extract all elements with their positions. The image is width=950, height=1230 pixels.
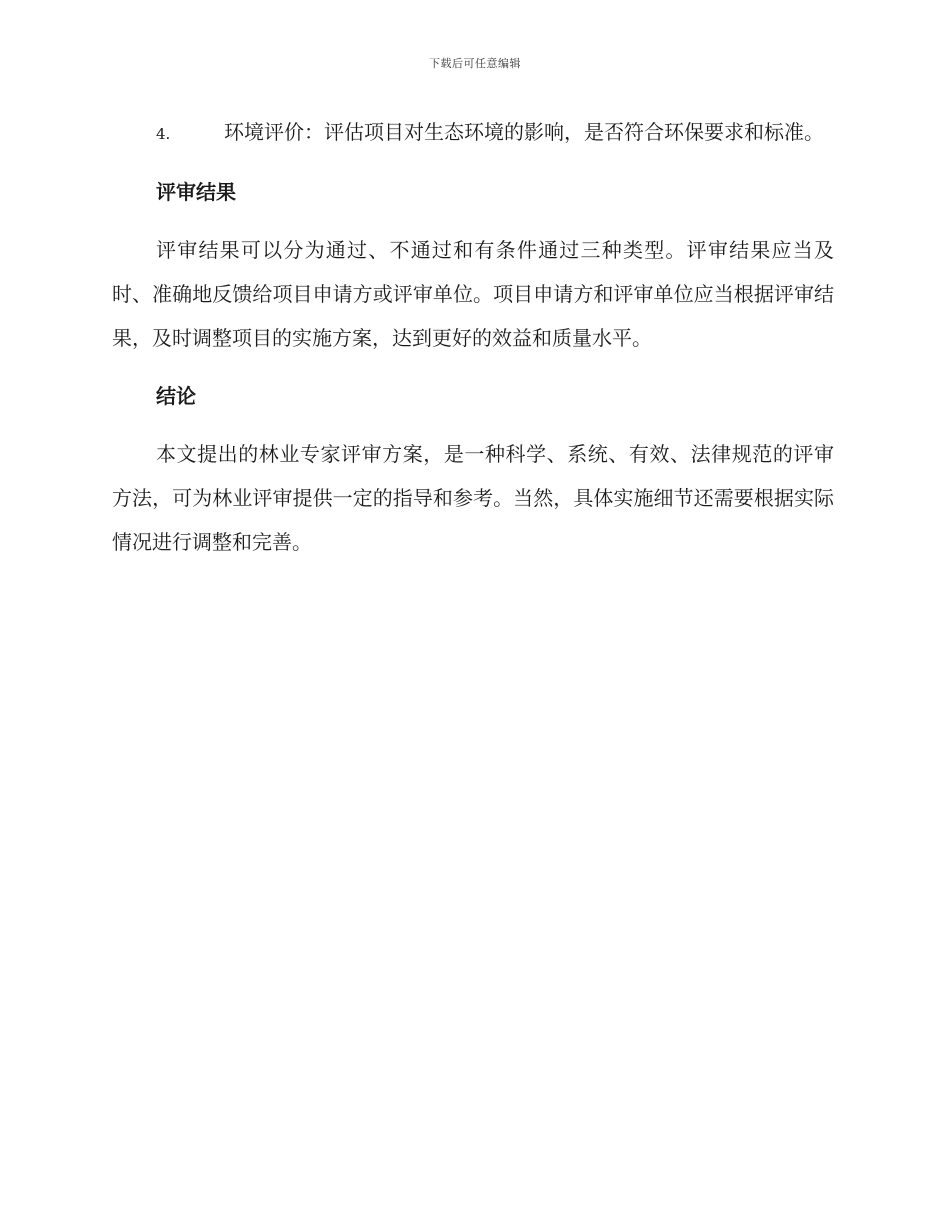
list-item-environment xyxy=(112,110,834,156)
section-heading-results: 评审结果 xyxy=(156,180,236,204)
paragraph-results: 评审结果可以分为通过、不通过和有条件通过三种类型。评审结果应当及时、准确地反馈给项目申请方或评审单位。项目申请方和评审单位应当根据评审结果，及时调整项目的实施方案，达到更好的效益和质量水平。 xyxy=(112,238,834,350)
list-item-text: 环境评价：评估项目对生态环境的影响，是否符合环保要求和标准。 xyxy=(224,120,824,144)
document-body xyxy=(112,110,834,578)
paragraph-conclusion: 本文提出的林业专家评审方案，是一种科学、系统、有效、法律规范的评审方法，可为林业评审提供一定的指导和参考。当然，具体实施细节还需要根据实际情况进行调整和完善。 xyxy=(112,442,834,554)
header-note: 下载后可任意编辑 xyxy=(429,57,521,70)
section-heading-conclusion: 结论 xyxy=(156,384,196,408)
list-number: 4. xyxy=(156,125,171,143)
